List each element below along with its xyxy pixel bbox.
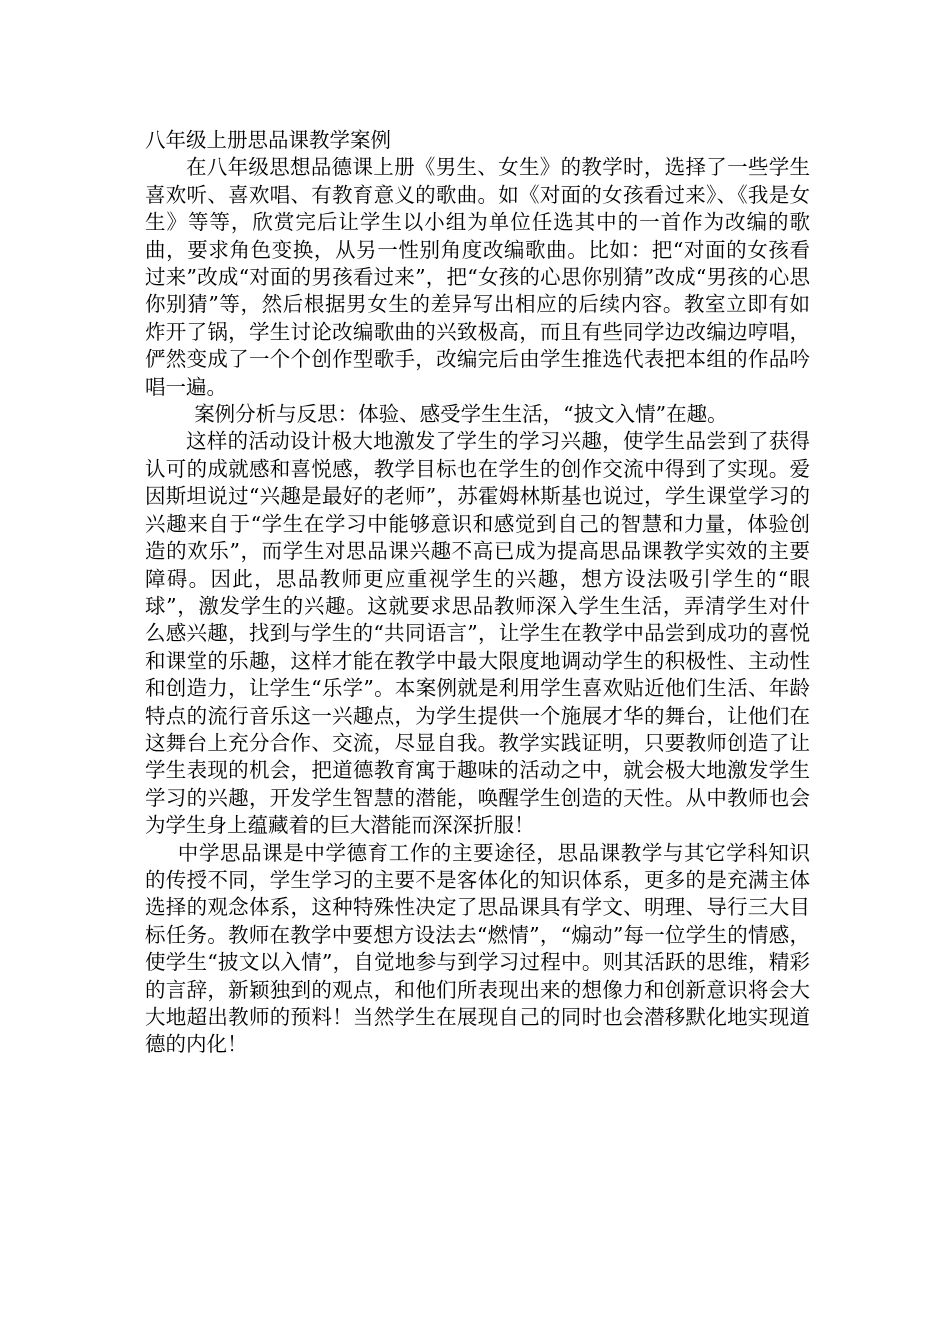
analysis-paragraph: 这样的活动设计极大地激发了学生的学习兴趣，使学生品尝到了获得认可的成就感和喜悦感，教学目标也在学生的创作交流中得到了实现。爱因斯坦说过“兴趣是最好的老师”，苏霍姆林斯基也说过，学生课堂学习的兴趣来自于“学生在学习中能够意识和感觉到自己的智慧和力量，体验创造的欢乐”，而学生对思品课兴趣不高已成为提高思品课教学实效的主要障碍。因此，思品教师更应重视学生的兴趣，想方设法吸引学生的“眼球”，激发学生的兴趣。这就要求思品教师深入学生生活，弄清学生对什么感兴趣，找到与学生的“共同语言”，让学生在教学中品尝到成功的喜悦和课堂的乐趣，这样才能在教学中最大限度地调动学生的积极性、主动性和创造力，让学生“乐学”。本案例就是利用学生喜欢贴近他们生活、年龄特点的流行音乐这一兴趣点，为学生提供一个施展才华的舞台，让他们在这舞台上充分合作、交流，尽显自我。教学实践证明，只要教师创造了让学生表现的机会，把道德教育寓于趣味的活动之中，就会极大地激发学生学习的兴趣，开发学生智慧的潜能，唤醒学生创造的天性。从中教师也会为学生身上蕴藏着的巨大潜能而深深折服！ bbox=[145, 429, 810, 838]
case-analysis-heading: 案例分析与反思：体验、感受学生生活，“披文入情”在趣。 bbox=[194, 402, 728, 427]
conclusion-paragraph: 中学思品课是中学德育工作的主要途径，思品课教学与其它学科知识的传授不同，学生学习的主要不是客体化的知识体系，更多的是充满主体选择的观念体系，这种特殊性决定了思品课具有学文、明理、导行三大目标任务。教师在教学中要想方设法去“燃情”，“煽动”每一位学生的情感，使学生“披文以入情”，自觉地参与到学习过程中。则其活跃的思维，精彩的言辞，新颖独到的观点，和他们所表现出来的想像力和创新意识将会大大地超出教师的预料！当然学生在展现自己的同时也会潜移默化地实现道德的内化！ bbox=[145, 840, 810, 1057]
document-title: 八年级上册思品课教学案例 bbox=[145, 128, 391, 152]
case-description-paragraph: 在八年级思想品德课上册《男生、女生》的教学时，选择了一些学生喜欢听、喜欢唱、有教育意义的歌曲。如《对面的女孩看过来》、《我是女生》等等，欣赏完后让学生以小组为单位任选其中的一首作为改编的歌曲，要求角色变换，从另一性别角度改编歌曲。比如：把“对面的女孩看过来”改成“对面的男孩看过来”，把“女孩的心思你别猜”改成“男孩的心思你别猜”等，然后根据男女生的差异写出相应的后续内容。教室立即有如炸开了锅，学生讨论改编歌曲的兴致极高，而且有些同学边改编边哼唱，俨然变成了一个个创作型歌手，改编完后由学生推选代表把本组的作品吟唱一遍。 bbox=[145, 155, 810, 399]
document-page bbox=[145, 127, 810, 1059]
